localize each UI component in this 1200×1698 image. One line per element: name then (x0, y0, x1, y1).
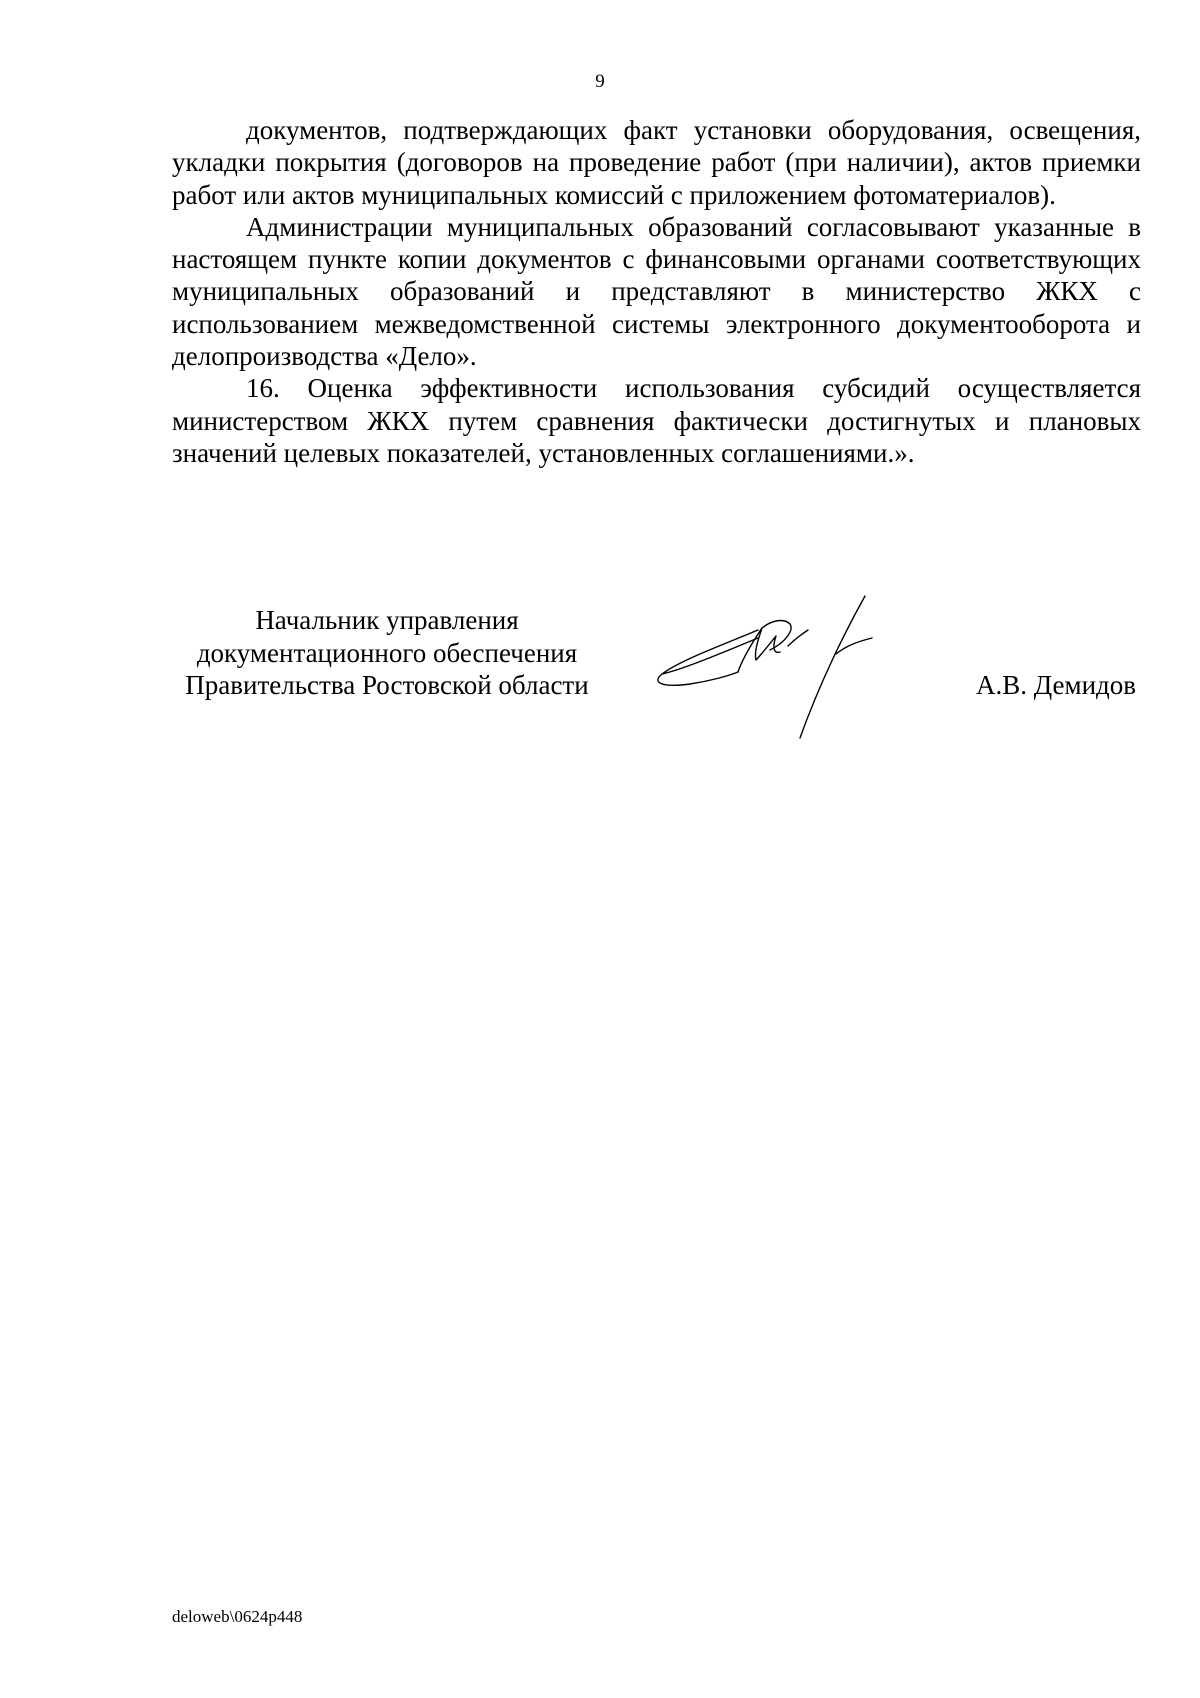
signatory-title (172, 604, 602, 702)
paragraph-item-16: 16. Оценка эффективности использования субсидий осуществляется министерством ЖКХ путем сравнения фактически достигнутых и плановых значений целевых показателей, установленных соглашениями.». (172, 373, 1141, 468)
signer-name: А.В. Демидов (976, 670, 1137, 700)
signatory-title-line: документационного обеспечения (196, 637, 578, 668)
paragraph-administrations: Администрации муниципальных образований согласовывают указанные в настоящем пункте копии документов с финансовыми органами соответствующих муниципальных образований и представляют в министерство ЖКХ с использованием межведомственной системы электронного документооборота и делопроизводства «Дело». (172, 211, 1141, 372)
paragraph-continuation: документов, подтверждающих факт установки оборудования, освещения, укладки покрытия (договоров на проведение работ (при наличии), актов приемки работ или актов муниципальных комиссий с приложением фотоматериалов). (172, 115, 1141, 210)
page-number: 9 (595, 71, 605, 92)
signatory-title-line: Начальник управления (255, 605, 519, 635)
document-body (172, 114, 1141, 469)
document-code: deloweb\0624p448 (172, 1607, 303, 1626)
signatory-title-line: Правительства Ростовской области (185, 670, 589, 700)
handwritten-signature (650, 590, 950, 750)
